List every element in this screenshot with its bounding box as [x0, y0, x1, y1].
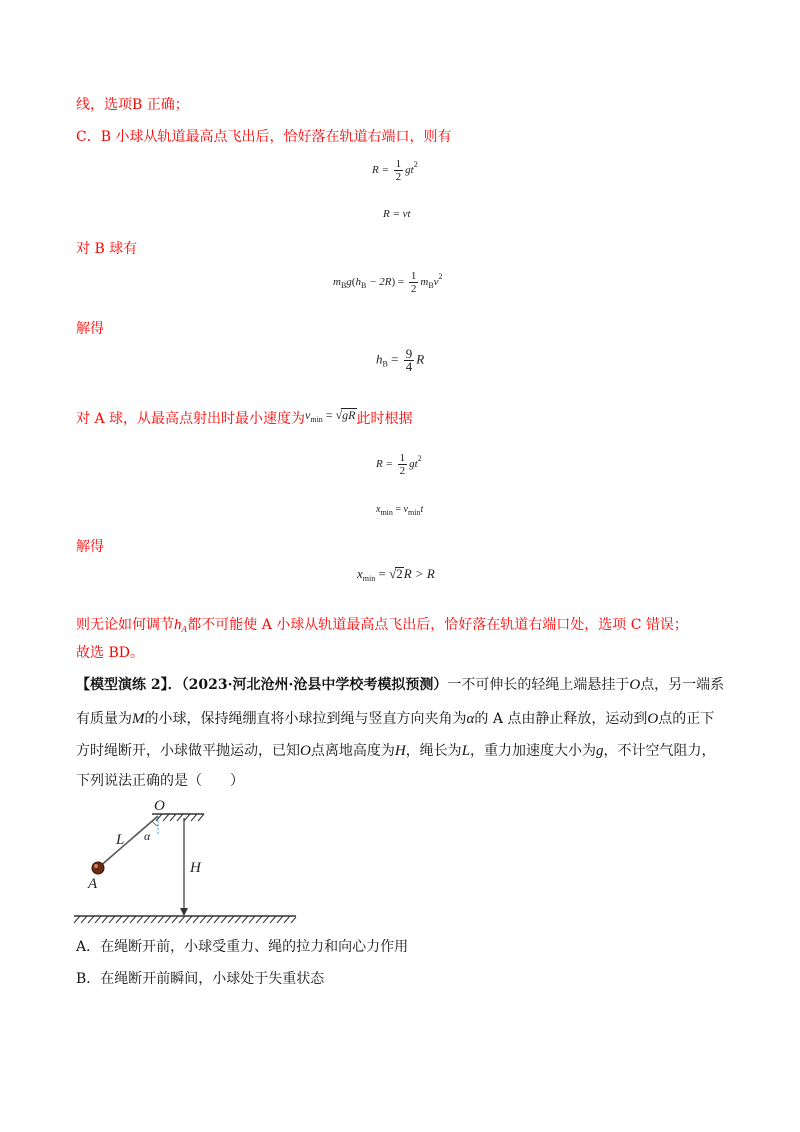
solution-line-5: 对 A 球，从最高点射出时最小速度为$v_{min} = √gR$此时根据	[76, 408, 413, 427]
angle-arc	[152, 821, 158, 826]
problem-line-1: 【模型演练 2】．（2023·河北沧州·沧县中学校考模拟预测）一不可伸长的轻绳上端悬挂于O点，另一端系	[76, 677, 725, 693]
label-h: H	[190, 860, 201, 876]
solution-line-2: C．B 小球从轨道最高点飞出后，恰好落在轨道右端口，则有	[76, 129, 452, 145]
equation-2: R = vt	[383, 208, 411, 220]
height-arrowhead	[180, 908, 188, 916]
solution-line-4: 解得	[76, 321, 104, 337]
equation-4: $h_B$ = $\frac{9}{4}$ R	[376, 346, 425, 374]
solution-line-6: 解得	[76, 539, 104, 555]
equation-1: R = $\frac{1}{2}$ $gt^2$	[372, 158, 418, 183]
equation-3: $m_Bg(h_B - 2R)$ = $\frac{1}{2}$ $m_Bv^2$	[333, 270, 443, 295]
problem-line-4: 下列说法正确的是（ ）	[76, 773, 244, 789]
equation-5: R = $\frac{1}{2}$ $gt^2$	[376, 452, 422, 477]
label-l: L	[116, 832, 125, 848]
label-a: A	[88, 876, 98, 892]
label-o: O	[154, 798, 165, 814]
solution-line-7: 则无论如何调节$h_A$都不可能使 A 小球从轨道最高点飞出后，恰好落在轨道右端口处，选项 C 错误；	[76, 617, 688, 634]
vmin-expression: $v_{min} = √gR$	[305, 408, 356, 424]
ball	[92, 862, 104, 874]
equation-7: $x_{min} = √2R > R$	[357, 566, 435, 583]
solution-line-3: 对 B 球有	[76, 241, 138, 257]
ball-highlight	[94, 864, 98, 868]
ground-hatching	[74, 916, 296, 923]
label-alpha: α	[144, 829, 151, 843]
problem-line-2: 有质量为M的小球，保持绳绷直将小球拉到绳与竖直方向夹角为α的 A 点由静止释放，运动到O点的正下	[76, 711, 715, 727]
ceiling-hatching	[156, 814, 204, 821]
solution-line-8: 故选 BD。	[76, 645, 144, 661]
problem-line-3: 方时绳断开，小球做平抛运动，已知O点离地高度为H，绳长为L，重力加速度大小为g，不计空气阻力，	[76, 743, 716, 759]
option-b: B．在绳断开前瞬间，小球处于失重状态	[76, 971, 325, 987]
option-a: A．在绳断开前，小球受重力、绳的拉力和向心力作用	[76, 939, 409, 955]
solution-line-1: 线，选项B 正确；	[76, 97, 189, 113]
equation-6: $x_{min} = v_{min}t$	[376, 504, 424, 517]
pendulum-diagram	[70, 796, 310, 932]
